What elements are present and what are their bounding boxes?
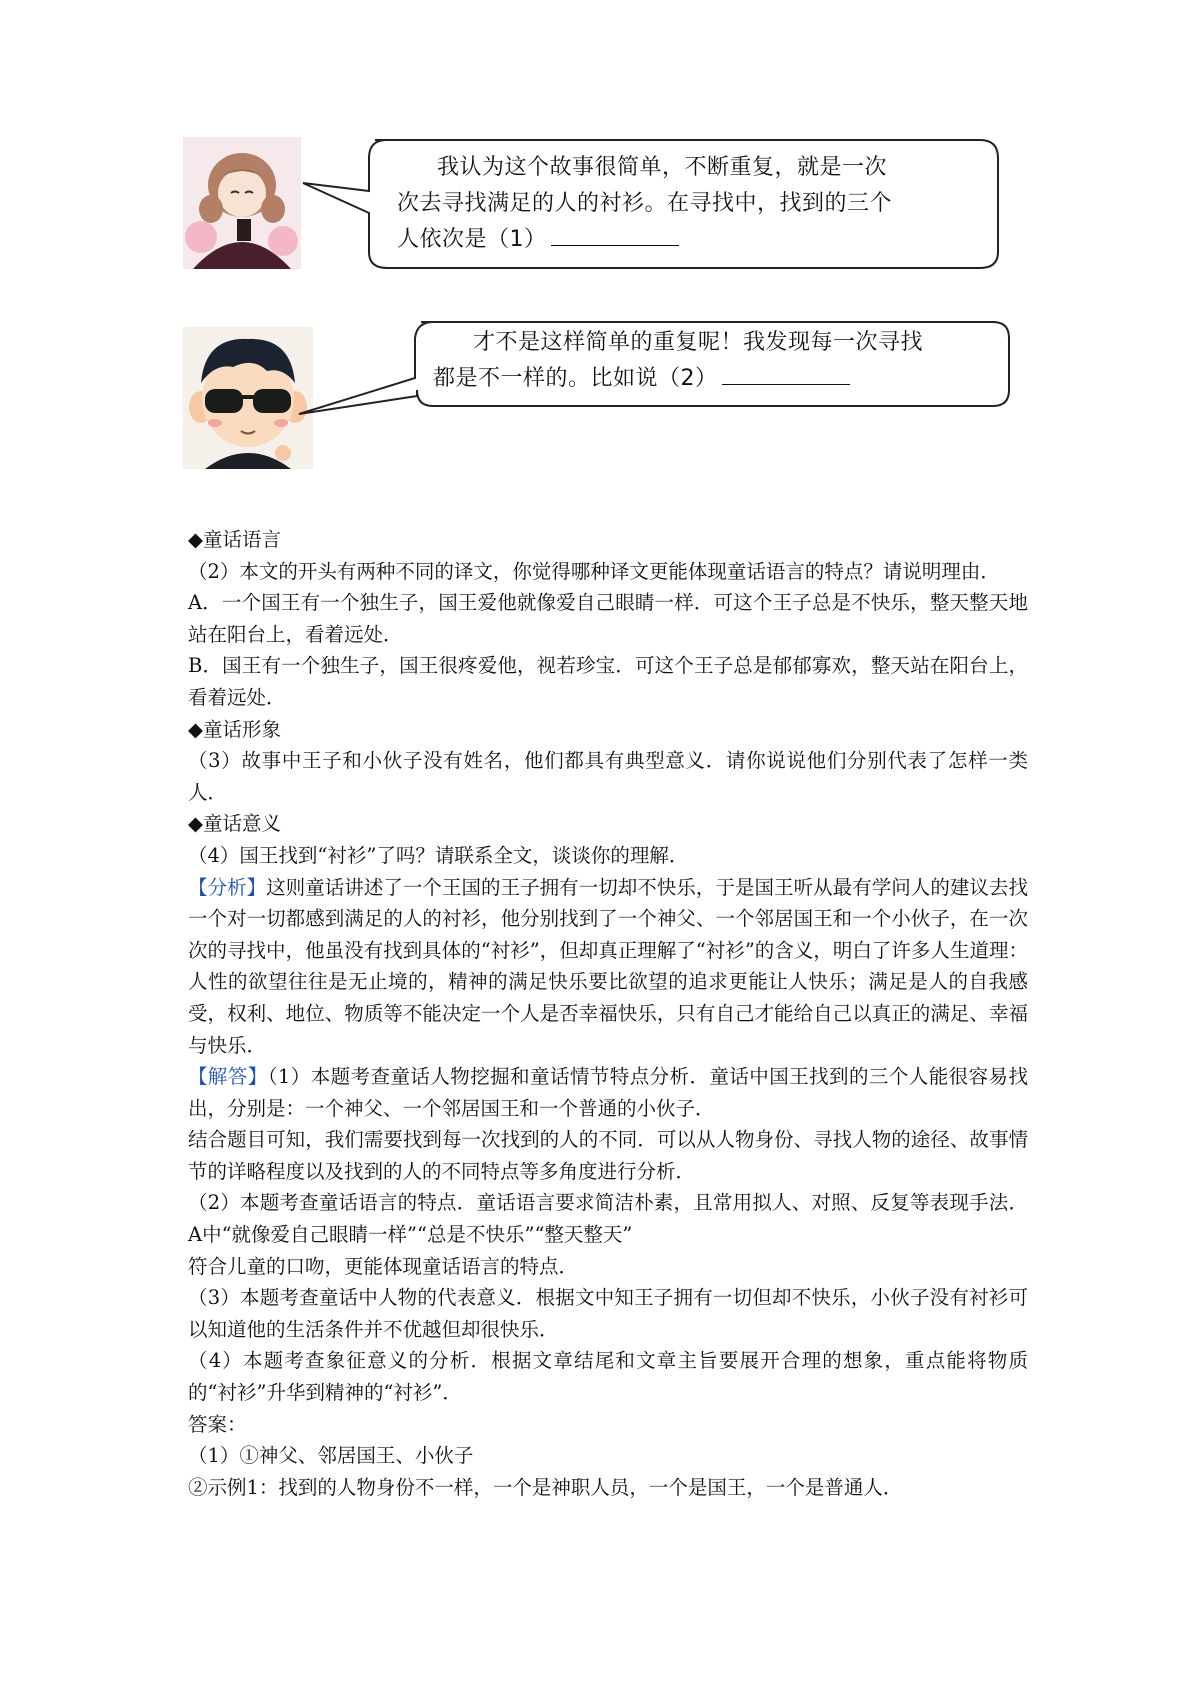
bubble2-line2: 都是不一样的。比如说（2）	[433, 366, 718, 391]
bubble1-line1: 我认为这个故事很简单，不断重复，就是一次	[437, 155, 888, 180]
analysis-paragraph	[188, 872, 1028, 1062]
blank-1	[551, 227, 679, 246]
answer-paragraph-2: 结合题目可知，我们需要找到每一次找到的人的不同．可以从人物身份、寻找人物的途径、故事情节的详略程度以及找到的人的不同特点等多角度进行分析．	[188, 1128, 1028, 1183]
dialogue-illustration	[183, 135, 1013, 510]
answer-paragraph-6: （4）本题考查象征意义的分析．根据文章结尾和文章主旨要展开合理的想象，重点能将物质的“衬衫”升华到精神的“衬衫”．	[188, 1349, 1028, 1405]
answer-item-1: （1）①神父、邻居国王、小伙子	[188, 1444, 474, 1468]
section-heading-meaning: ◆童话意义	[188, 812, 281, 836]
section-heading-language: ◆童话语言	[188, 528, 281, 551]
bubble1-line3: 人依次是（1）	[397, 227, 547, 252]
analysis-tag: 【分析】	[188, 875, 267, 899]
question-4: （4）国王找到“衬衫”了吗？请联系全文，谈谈你的理解．	[188, 843, 689, 867]
answer-text-1: （1）本题考查童话人物挖掘和童话情节特点分析．童话中国王找到的三个人能很容易找出，分别是：一个神父、一个邻居国王和一个普通的小伙子．	[188, 1065, 1028, 1120]
blank-2	[722, 366, 850, 385]
question-3: （3）故事中王子和小伙子没有姓名，他们都具有典型意义．请你说说他们分别代表了怎样一类人．	[188, 749, 1028, 804]
answer-tag: 【解答】	[188, 1065, 268, 1089]
section-heading-image: ◆童话形象	[188, 717, 281, 741]
answer-paragraph-4: 符合儿童的口吻，更能体现童话语言的特点．	[188, 1254, 579, 1278]
answer-label: 答案：	[188, 1412, 247, 1436]
bubble2-line1: 才不是这样简单的重复呢！我发现每一次寻找	[473, 330, 924, 355]
bubble1-line2: 次去寻找满足的人的衬衫。在寻找中，找到的三个	[397, 191, 893, 216]
answer-paragraph-1	[188, 1061, 1028, 1124]
answer-paragraph-5: （3）本题考查童话中人物的代表意义．根据文中知王子拥有一切但却不快乐，小伙子没有衬衫可以知道他的生活条件并不优越但却很快乐．	[188, 1286, 1028, 1341]
girl-avatar-icon	[183, 137, 301, 269]
option-a: A．一个国王有一个独生子，国王爱他就像爱自己眼睛一样．可这个王子总是不快乐，整天整天地站在阳台上，看着远处．	[188, 591, 1028, 646]
analysis-text: 这则童话讲述了一个王国的王子拥有一切却不快乐，于是国王听从最有学问人的建议去找一个对一切都感到满足的人的衬衫，他分别找到了一个神父、一个邻居国王和一个小伙子，在一次次的寻找中，他虽没有找到具体的“衬衫”，但却真正理解了“衬衫”的含义，明白了许多人生道理：人性的欲望往往是无止境的，精神的满足快乐要比欲望的追求更能让人快乐；满足是人的自我感受，权利、地位、物质等不能决定一个人是否幸福快乐，只有自己才能给自己以真正的满足、幸福与快乐．	[188, 875, 1028, 1057]
option-b: B．国王有一个独生子，国王很疼爱他，视若珍宝．可这个王子总是郁郁寡欢，整天站在阳台上，看着远处．	[188, 654, 1028, 709]
answer-paragraph-3: （2）本题考查童话语言的特点．童话语言要求简洁朴素，且常用拟人、对照、反复等表现手法．A中“就像爱自己眼睛一样”“总是不快乐”“整天整天”	[188, 1191, 1028, 1247]
document-body	[188, 524, 1028, 1503]
answer-item-2: ②示例1：找到的人物身份不一样，一个是神职人员，一个是国王，一个是普通人．	[188, 1475, 903, 1499]
question-2: （2）本文的开头有两种不同的译文，你觉得哪种译文更能体现童话语言的特点？请说明理由．	[188, 559, 1000, 583]
